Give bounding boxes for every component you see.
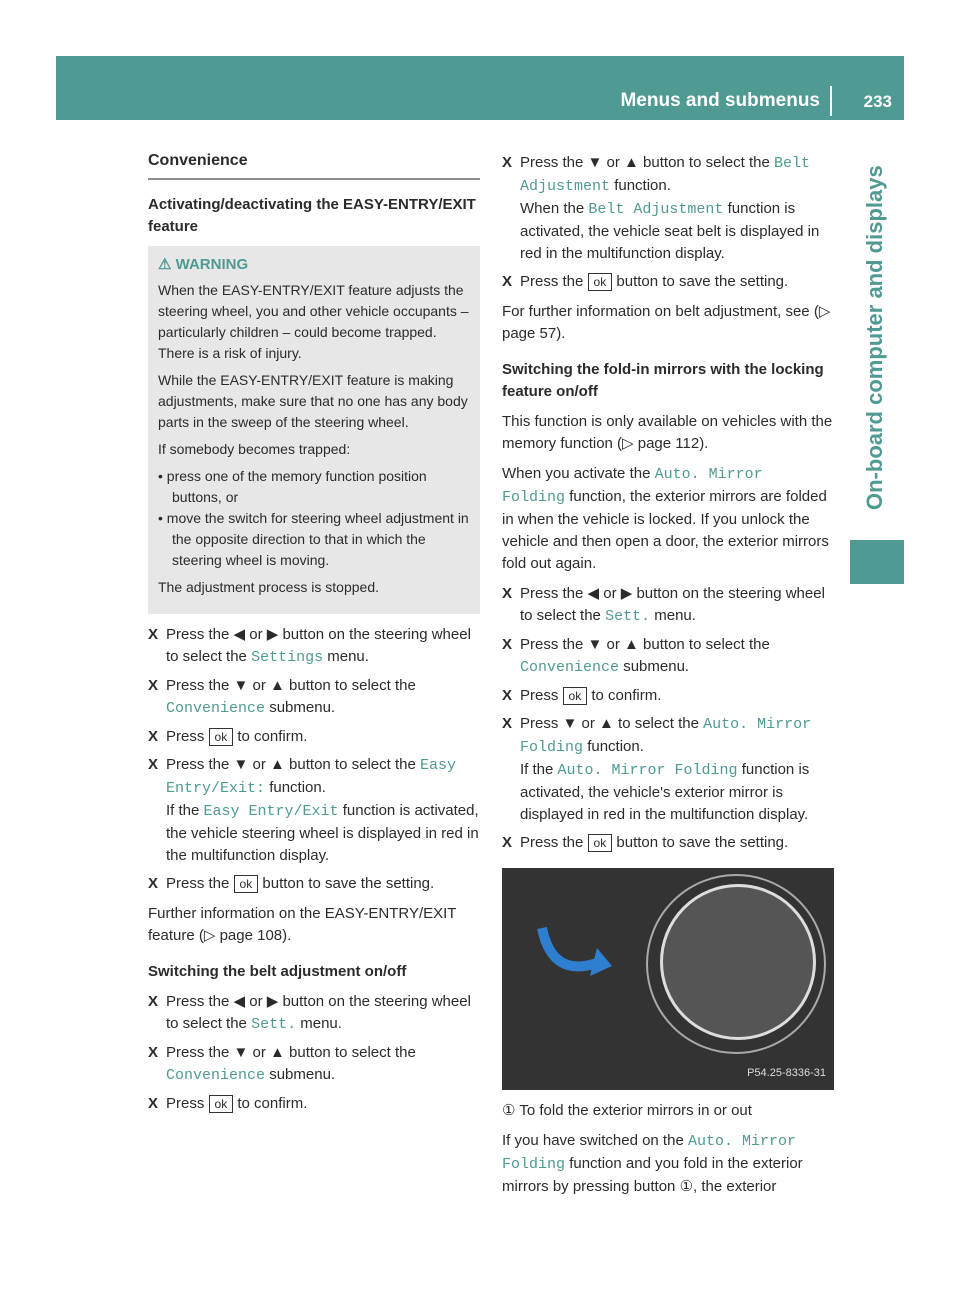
left-column [148, 150, 480, 1121]
step: X Press the ◀ or ▶ button on the steering wheel to select the Sett. menu. [148, 991, 480, 1036]
side-tab-block [850, 540, 904, 584]
header [56, 56, 904, 120]
paragraph: When you activate the Auto. Mirror Folding function, the exterior mirrors are folded in when the vehicle is locked. If you unlock the vehicle and then open a door, the exterior mirrors fold out again. [502, 465, 829, 572]
warning-text: When the EASY-ENTRY/EXIT feature adjusts the steering wheel, you and other vehicle occupants – particularly children – could become trapped. There is a risk of injury. [158, 282, 469, 361]
warning-text: The adjustment process is stopped. [158, 579, 380, 595]
image-code: P54.25-8336-31 [747, 1067, 826, 1079]
warning-bullet: • press one of the memory function position buttons, or [158, 468, 427, 505]
step: X Press the ▼ or ▲ button to select the Convenience submenu. [148, 1042, 480, 1087]
step: X Press ok to confirm. [502, 685, 834, 707]
ok-key-icon: ok [234, 875, 259, 893]
warning-bullet: • move the switch for steering wheel adjustment in the opposite direction to that in which the steering wheel is moving. [158, 510, 469, 568]
mirror-switch-photo [502, 868, 834, 1090]
step: X Press the ▼ or ▲ button to select the Convenience submenu. [148, 675, 480, 720]
paragraph: For further information on belt adjustment, see (▷ page 57). [502, 303, 831, 342]
image-caption: ① To fold the exterior mirrors in or out [502, 1102, 752, 1119]
subheading-belt: Switching the belt adjustment on/off [148, 963, 407, 980]
page-number: 233 [863, 92, 892, 111]
ok-key-icon: ok [563, 687, 588, 705]
step: X Press ok to confirm. [148, 726, 480, 748]
side-tab-label: On-board computer and displays [862, 165, 887, 510]
paragraph: Further information on the EASY-ENTRY/EXIT feature (▷ page 108). [148, 905, 457, 944]
step: X Press the ok button to save the setting. [148, 873, 480, 895]
paragraph: If you have switched on the Auto. Mirror Folding function and you fold in the exterior mirrors by pressing button ①, the exterior [502, 1132, 803, 1195]
step: X Press the ◀ or ▶ button on the steering wheel to select the Settings menu. [148, 624, 480, 669]
header-title: Menus and submenus [620, 90, 820, 111]
header-divider [830, 86, 832, 116]
ok-key-icon: ok [588, 834, 613, 852]
ok-key-icon: ok [209, 1095, 234, 1113]
switch-panel [660, 884, 816, 1040]
warning-title: ⚠ WARNING [158, 256, 249, 273]
paragraph: This function is only available on vehicles with the memory function (▷ page 112). [502, 413, 833, 452]
step: X Press the ok button to save the setting. [502, 271, 834, 293]
step: X Press the ▼ or ▲ button to select the Easy Entry/Exit: function. If the Easy Entry/Exit function is activated, the vehicle steering wheel is displayed in red in the multifunction display. [148, 754, 480, 867]
warning-text: If somebody becomes trapped: [158, 441, 351, 457]
step: X Press the ▼ or ▲ button to select the Convenience submenu. [502, 634, 834, 679]
warning-text: While the EASY-ENTRY/EXIT feature is making adjustments, make sure that no one has any body parts in the sweep of the steering wheel. [158, 372, 468, 430]
step: X Press the ▼ or ▲ button to select the Belt Adjustment function. When the Belt Adjustment function is activated, the vehicle seat belt is displayed in red in the multifunction display. [502, 152, 834, 265]
ok-key-icon: ok [209, 728, 234, 746]
step: X Press ok to confirm. [148, 1093, 480, 1115]
step: X Press the ok button to save the setting. [502, 832, 834, 854]
step: X Press the ◀ or ▶ button on the steering wheel to select the Sett. menu. [502, 583, 834, 628]
subheading-mirrors: Switching the fold-in mirrors with the locking feature on/off [502, 361, 824, 400]
section-title: Convenience [148, 150, 480, 180]
warning-box [148, 246, 480, 614]
right-column [502, 152, 834, 1206]
step: X Press ▼ or ▲ to select the Auto. Mirror Folding function. If the Auto. Mirror Folding function is activated, the vehicle's exterior mirror is displayed in red in the multifunction display. [502, 713, 834, 826]
ok-key-icon: ok [588, 273, 613, 291]
subheading-easy-entry: Activating/deactivating the EASY-ENTRY/EXIT feature [148, 196, 476, 235]
